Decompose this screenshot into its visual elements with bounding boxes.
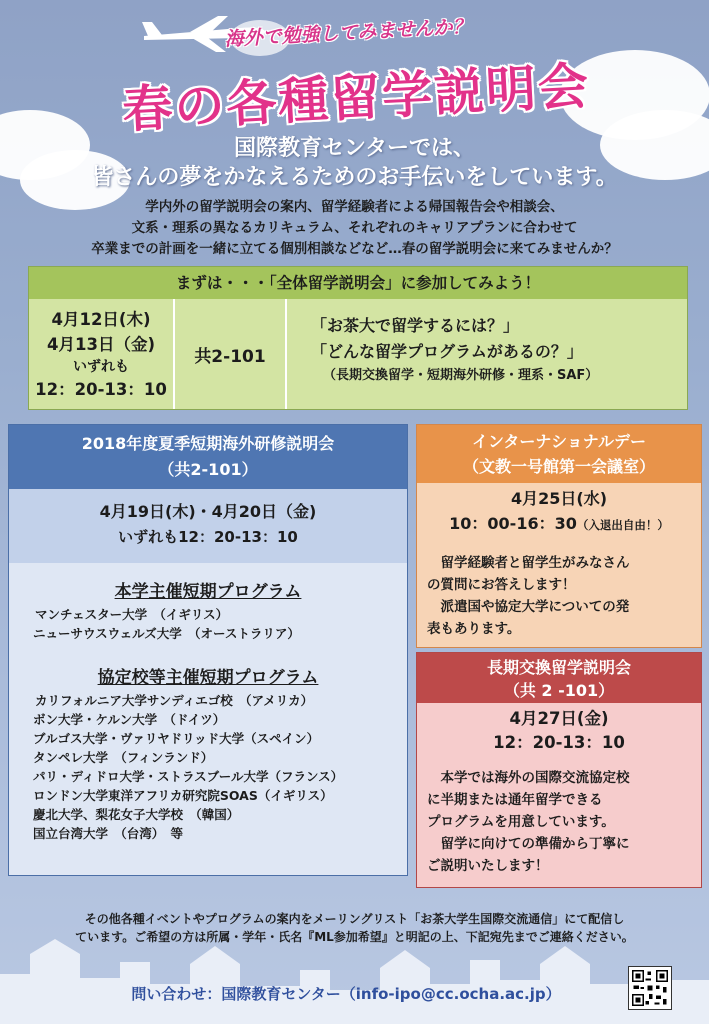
intro-line-2: 文系・理系の異なるカリキュラム、それぞれのキャリアプランに合わせて [131,220,578,236]
partner-program-item: パリ・ディドロ大学・ストラスブール大学（フランス） [33,769,344,784]
contact-label: 問い合わせ：国際教育センター [131,985,341,1003]
footer-note [0,910,709,946]
international-day-schedule [417,483,701,538]
skyline-illustration [0,934,709,1024]
footer-note-line-2: ています。ご希望の方は所属・学年・氏名『ML参加希望』と明記の上、下記宛先までご連絡ください。 [75,930,634,944]
intro-line-1: 学内外の留学説明会の案内、留学経験者による帰国報告会や相談会、 [145,199,564,215]
long-term-text-line: プログラムを用意しています。 [427,814,615,830]
long-term-text-line: に半期または通年留学できる [427,792,603,808]
overall-time: 12：20-13：10 [35,380,167,399]
overall-session-panel [28,266,688,410]
overall-date-2: 4月13日（金) [47,335,155,354]
long-term-session-description [417,755,701,877]
summer-session-dates: 4月19日(木)・4月20日（金) [99,502,317,521]
intro-line-3: 卒業までの計画を一緒に立てる個別相談などなど…春の留学説明会に来てみませんか？ [91,241,618,257]
international-day-description [417,538,701,640]
international-day-time: 10：00-16：30 [449,514,577,533]
own-programs-title: 本学主催短期プログラム [114,582,302,602]
contact-email-link[interactable]: （info-ipo@cc.ocha.ac.jp） [340,985,561,1003]
international-day-text-line: 派遣国や協定大学についての発 [427,599,630,615]
overall-topic-1: 「お茶大で留学するには？」 [311,316,520,335]
overall-room: 共2-101 [175,299,287,409]
long-term-text-line: ご説明いたします！ [427,858,549,874]
summer-session-room: （共2-101） [158,460,258,479]
lead-line-1: 国際教育センターでは、 [233,136,476,161]
lead-line-2: 皆さんの夢をかなえるためのお手伝いをしています。 [91,165,618,190]
international-day-title: インターナショナルデー [472,432,646,451]
long-term-text-line: 留学に向けての準備から丁寧に [427,836,630,852]
long-term-session-heading [417,653,701,703]
overall-topic-2: 「どんな留学プログラムがあるの？」 [311,342,583,361]
international-day-place: （文教一号館第一会議室） [462,457,655,476]
partner-program-item: 国立台湾大学 （台湾） 等 [33,826,184,841]
overall-note: いずれも [73,359,129,375]
international-day-date: 4月25日(水) [510,489,608,508]
long-term-session-date: 4月27日(金) [509,709,609,728]
summer-session-title: 2018年度夏季短期海外研修説明会 [81,434,335,453]
international-day-panel [416,424,702,648]
partner-program-item: タンペレ大学 （フィンランド） [33,750,214,765]
footer-note-line-1: その他各種イベントやプログラムの案内をメーリングリスト「お茶大学生国際交流通信」にて配信し [84,912,625,926]
overall-session-heading: まずは・・・「全体留学説明会」に参加してみよう！ [29,267,687,299]
own-program-item: ニューサウスウェルズ大学 （オーストラリア） [33,626,300,641]
long-term-text-line: 本学では海外の国際交流協定校 [427,770,630,786]
tagline: 海外で勉強してみませんか？ [224,15,472,51]
partner-program-item: カリフォルニア大学サンディエゴ校 （アメリカ） [35,693,314,708]
long-term-session-schedule [417,703,701,755]
partner-program-item: ブルゴス大学・ヴァリヤドリッド大学（スペイン） [33,731,320,746]
overall-session-dates [29,299,175,409]
page-title: 春の各種留学説明会 [121,56,592,140]
overall-subtopics: （長期交換留学・短期海外研修・理系・SAF） [323,368,599,383]
summer-session-heading [9,425,407,489]
partner-program-item: ロンドン大学東洋アフリカ研究院SOAS（イギリス） [33,788,333,803]
partner-program-item: 慶北大学、梨花女子大学校 （韓国） [33,807,240,822]
contact-info [86,983,606,1004]
summer-session-schedule [9,489,407,563]
international-day-text-line: 表もあります。 [427,621,521,637]
long-term-session-room: （共 2 -101） [503,681,615,700]
overall-topics [287,299,687,409]
international-day-text-line: 留学経験者と留学生がみなさん [427,555,630,571]
qr-code-icon[interactable] [628,966,672,1010]
international-day-time-row [417,511,701,538]
partner-program-item: ボン大学・ケルン大学 （ドイツ） [33,712,226,727]
long-term-session-time: 12：20-13：10 [493,733,625,752]
long-term-session-title: 長期交換留学説明会 [486,658,631,677]
international-day-text-line: の質問にお答えします！ [427,577,576,593]
summer-session-time: いずれも12：20-13：10 [118,528,298,546]
international-day-heading [417,425,701,483]
overall-date-1: 4月12日(木) [51,310,151,329]
partner-programs-title: 協定校等主催短期プログラム [97,668,319,688]
own-program-item: マンチェスター大学 （イギリス） [35,607,229,622]
long-term-session-panel [416,652,702,888]
international-day-time-note: （入退出自由！） [576,518,669,532]
summer-session-panel [8,424,408,876]
